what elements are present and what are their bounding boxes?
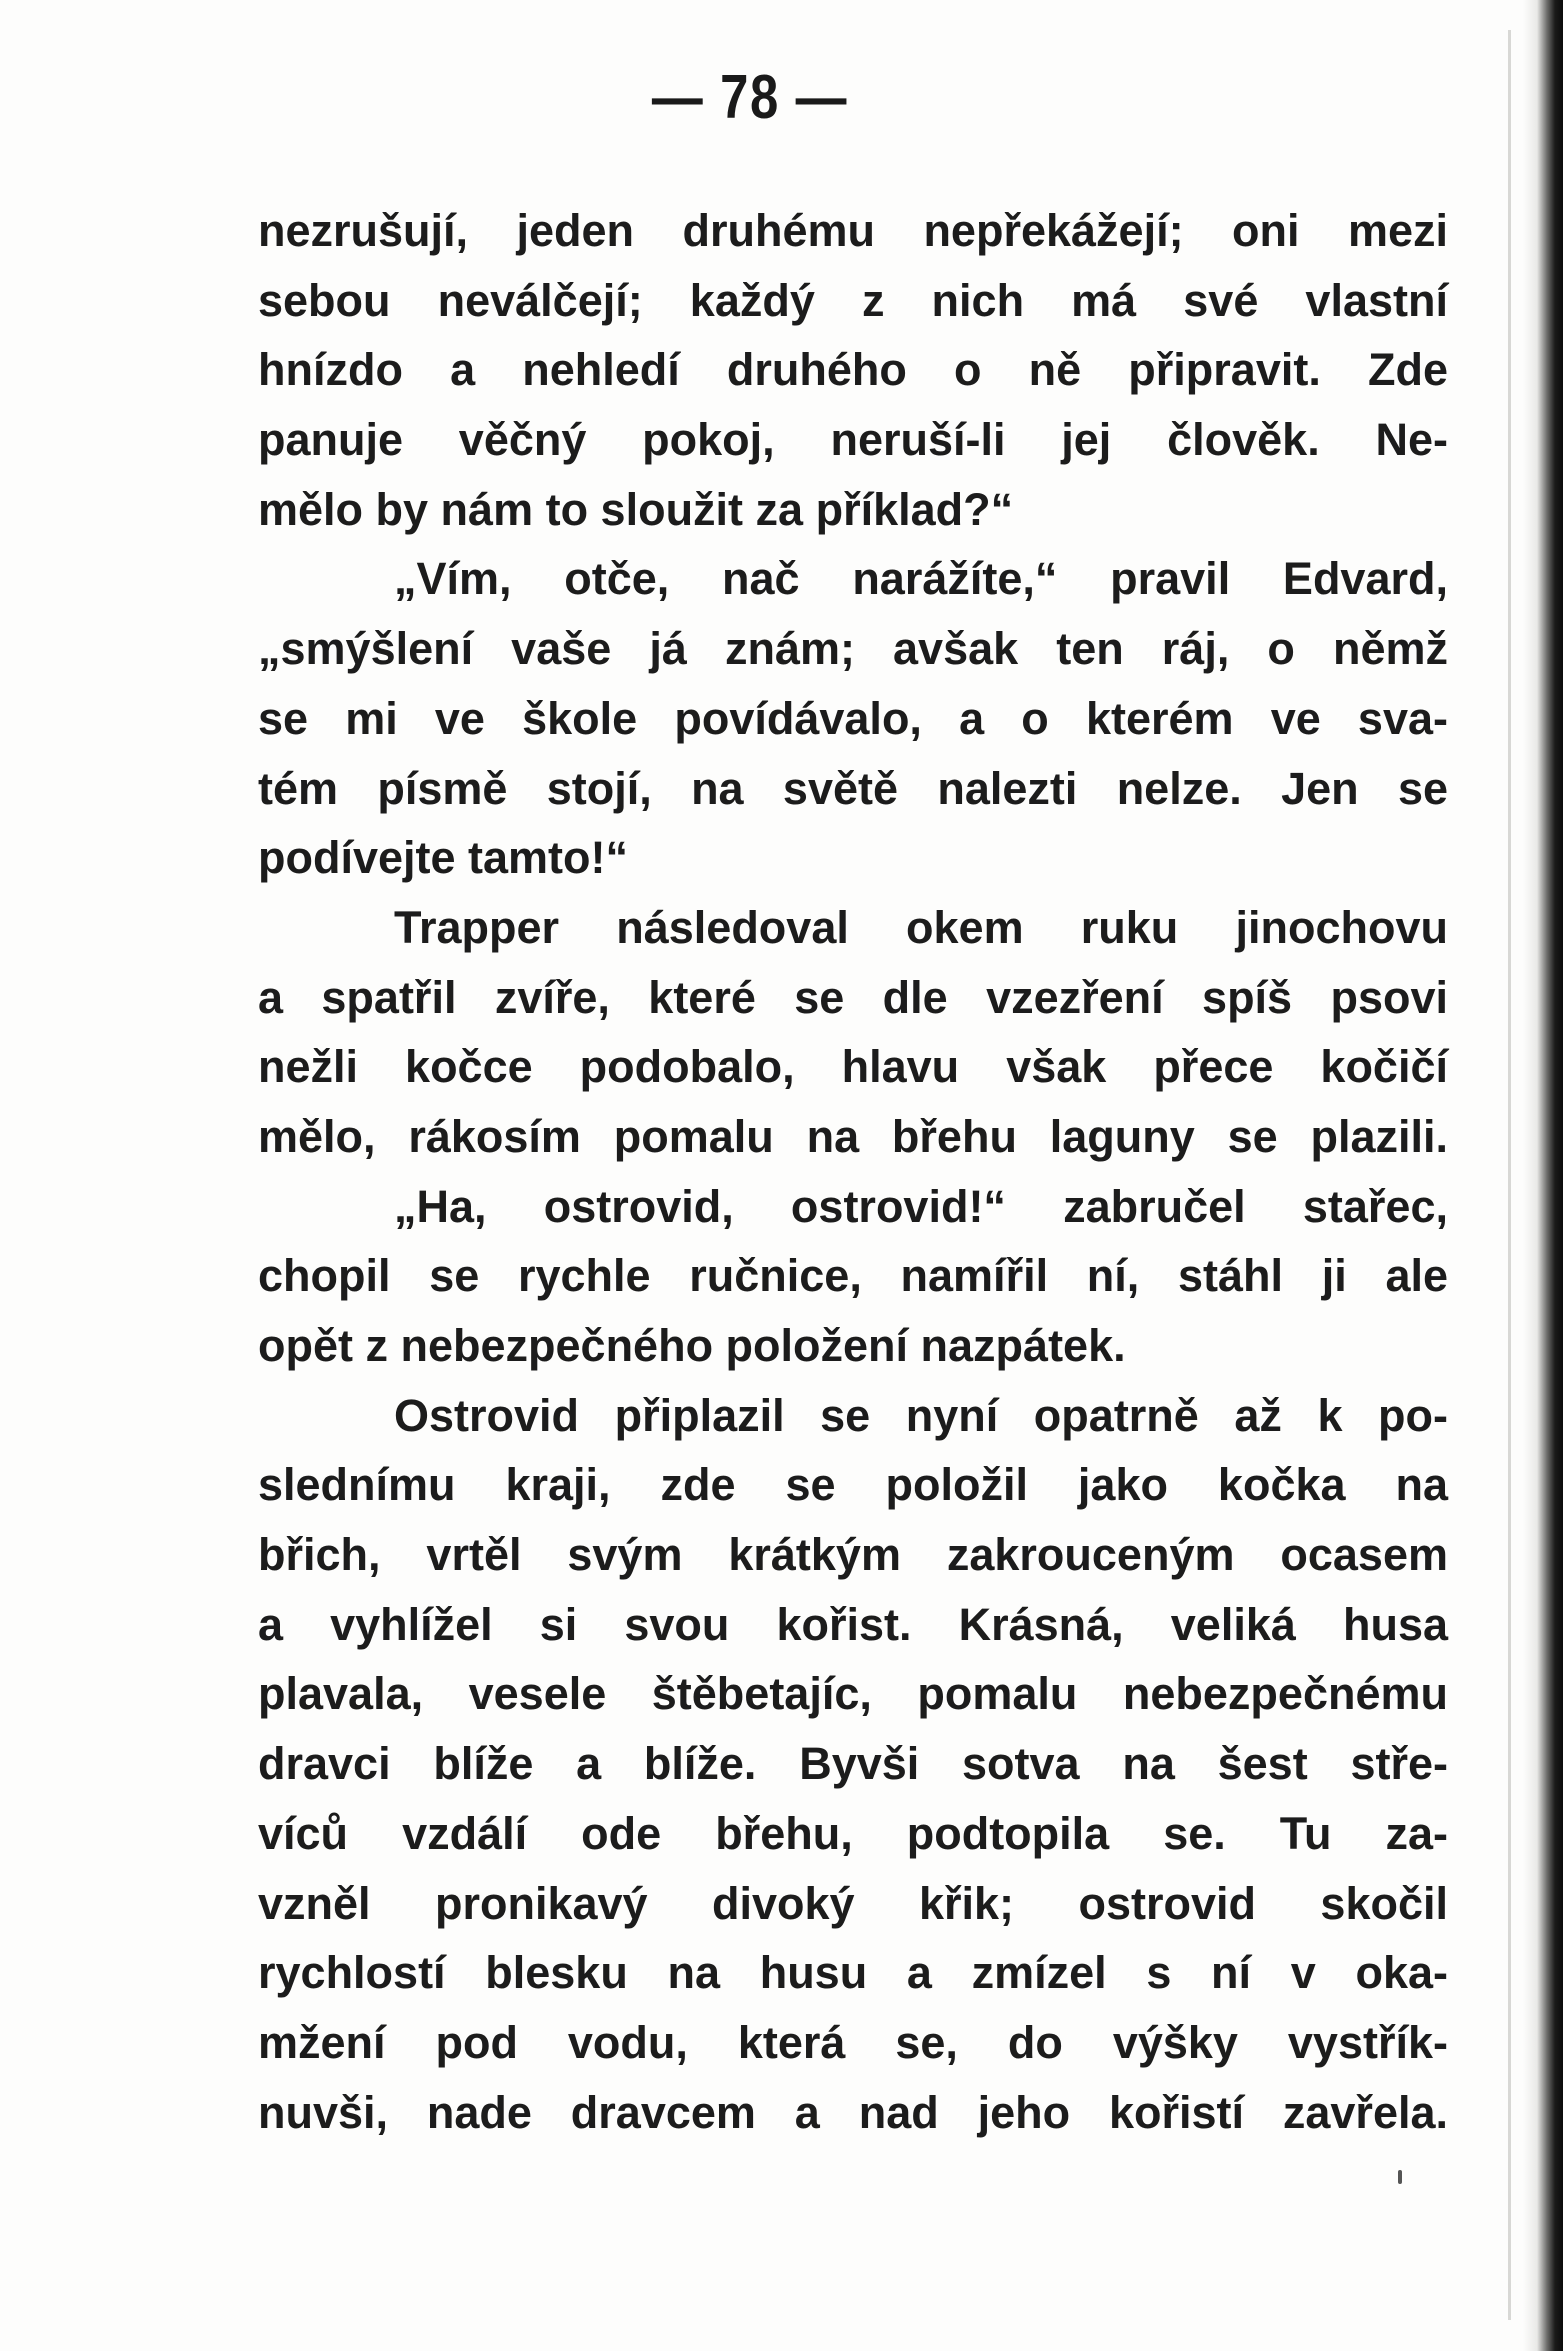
text-line: nuvši, nade dravcem a nad jeho kořistí zavřela.	[258, 2086, 1448, 2138]
text-line: víců vzdálí ode břehu, podtopila se. Tu za-	[258, 1807, 1448, 1859]
text-line: mžení pod vodu, která se, do výšky vystřík-	[258, 2016, 1448, 2068]
page-number: — 78 —	[651, 63, 849, 132]
text-line: panuje věčný pokoj, neruší-li jej člověk. Ne-	[258, 414, 1448, 466]
ink-speck	[1398, 2170, 1402, 2184]
text-line: a spatřil zvíře, které se dle vzezření spíš psovi	[258, 971, 1448, 1023]
text-line: a vyhlížel si svou kořist. Krásná, veliká husa	[258, 1598, 1448, 1650]
text-line: mělo by nám to sloužit za příklad?“	[258, 483, 1014, 535]
text-line: rychlostí blesku na husu a zmízel s ní v oka-	[258, 1947, 1448, 1999]
text-line: podívejte tamto!“	[258, 832, 629, 884]
text-line: břich, vrtěl svým krátkým zakrouceným ocasem	[258, 1529, 1448, 1581]
text-line: plavala, vesele štěbetajíc, pomalu nebezpečnému	[258, 1668, 1448, 1720]
text-line: Ostrovid připlazil se nyní opatrně až k po-	[394, 1389, 1448, 1441]
scan-border	[1523, 0, 1563, 2351]
text-line: sebou neválčejí; každý z nich má své vlastní	[258, 274, 1448, 326]
text-line: slednímu kraji, zde se položil jako kočka na	[258, 1459, 1448, 1511]
text-line: opět z nebezpečného položení nazpátek.	[258, 1320, 1126, 1371]
text-line: vzněl pronikavý divoký křik; ostrovid skočil	[258, 1877, 1448, 1929]
text-line: „Vím, otče, nač narážíte,“ pravil Edvard,	[394, 553, 1448, 605]
text-line: chopil se rychle ručnice, namířil ní, stáhl ji ale	[258, 1250, 1448, 1302]
text-line: nežli kočce podobalo, hlavu však přece kočičí	[258, 1041, 1448, 1093]
text-line: hnízdo a nehledí druhého o ně připravit. Zde	[258, 344, 1448, 396]
text-line: mělo, rákosím pomalu na břehu laguny se plazili.	[258, 1110, 1448, 1162]
text-line: „smýšlení vaše já znám; avšak ten ráj, o němž	[258, 623, 1448, 675]
text-line: dravci blíže a blíže. Byvši sotva na šest stře-	[258, 1738, 1448, 1790]
page-edge-line	[1508, 30, 1511, 2320]
text-line: tém písmě stojí, na světě nalezti nelze. Jen se	[258, 762, 1448, 814]
body-text	[258, 196, 1448, 2147]
text-line: se mi ve škole povídávalo, a o kterém ve sva-	[258, 692, 1448, 744]
text-line: „Ha, ostrovid, ostrovid!“ zabručel stařec,	[394, 1180, 1448, 1232]
text-line: Trapper následoval okem ruku jinochovu	[394, 901, 1448, 953]
text-line: nezrušují, jeden druhému nepřekážejí; oni mezi	[258, 205, 1448, 256]
